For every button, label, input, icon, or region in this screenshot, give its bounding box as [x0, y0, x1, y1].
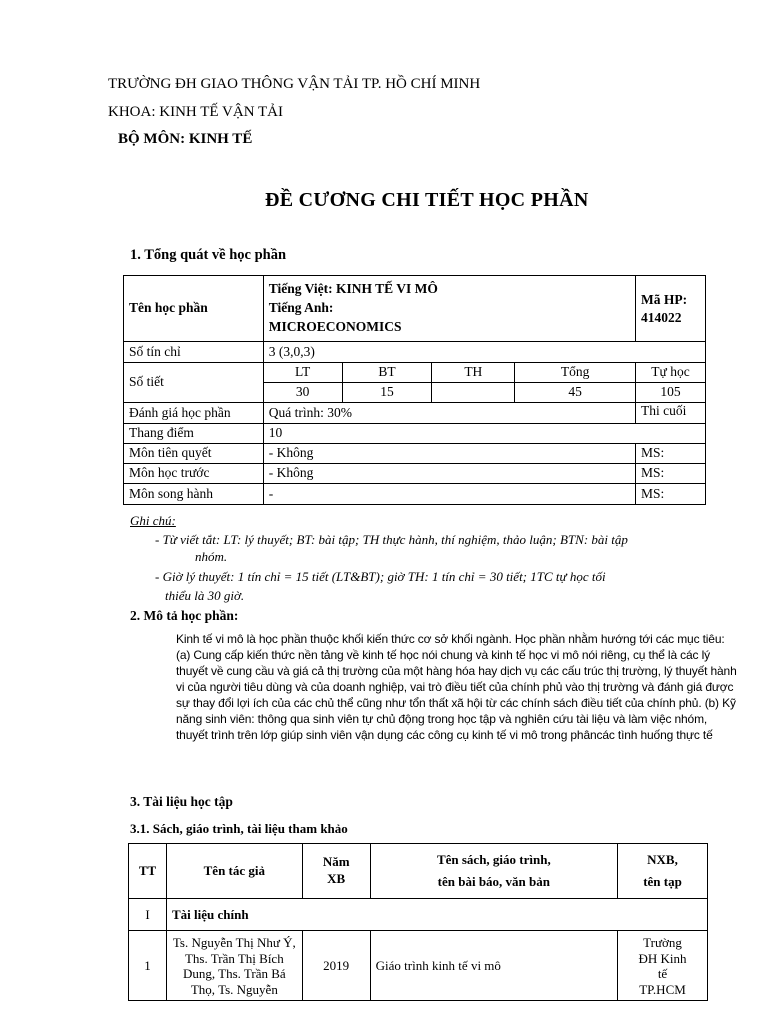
notes-line2b: thiểu là 30 giờ. [165, 588, 245, 603]
col-title-line1: Tên sách, giáo trình, [436, 851, 551, 867]
row1-author: Ts. Nguyễn Thị Như Ý, Ths. Trần Thị Bích Dung, Ths. Trần Bá Thọ, Ts. Nguyễn [172, 935, 296, 997]
course-name-cell [263, 276, 635, 342]
col-title-line2: tên bài báo, văn bản [437, 874, 550, 889]
course-name-label: Tên học phần [124, 276, 264, 342]
parallel-label: Môn song hành [124, 484, 264, 505]
col-year-line2: XB [327, 871, 346, 886]
credits-value: 3 (3,0,3) [263, 342, 705, 363]
period-value-bt: 15 [342, 383, 432, 403]
period-value-self: 105 [636, 383, 706, 403]
section3-subheading: 3.1. Sách, giáo trình, tài liệu tham khảo [130, 821, 348, 836]
notes-line1a: - Từ viết tắt: LT: lý thuyết; BT: bài tập; TH thực hành, thí nghiệm, thảo luận; BTN: bài tập [155, 532, 628, 547]
row1-author-cell [166, 931, 302, 1001]
prereq-ms: MS: [636, 444, 706, 464]
period-header-total: Tổng [515, 363, 636, 383]
assessment-label: Đánh giá học phần [124, 403, 264, 424]
course-en-label: Tiếng Anh: [268, 300, 334, 316]
parallel-value: - [263, 484, 635, 505]
period-header-bt: BT [342, 363, 432, 383]
col-year-line1: Năm [322, 854, 350, 870]
period-header-self: Tự học [636, 363, 706, 383]
periods-label: Số tiết [124, 363, 264, 403]
period-value-th [432, 383, 515, 403]
scale-value: 10 [263, 424, 705, 444]
row1-year: 2019 [302, 931, 370, 1001]
row1-title: Giáo trình kinh tế vi mô [370, 931, 617, 1001]
period-value-lt: 30 [263, 383, 342, 403]
group-label: Tài liệu chính [166, 899, 707, 931]
course-description: Kinh tế vi mô là học phần thuộc khối kiến thức cơ sở khối ngành. Học phần nhằm hướng tới các mục tiêu: (a) Cung cấp kiến thức nền tảng về kinh tế học nói chung và kinh tế học vi mô nói riêng, cụ thể là các lý thuyết về cung cầu và giá cả thị trường của một hàng hóa hay dịch vụ các cấu trúc thị trường, lý thuyết hành vi của người tiêu dùng và của doanh nghiệp, vai trò điều tiết của chính phủ vào thị trường và đánh giá được sự thay đổi lợi ích của các chủ thể cũng như tổn thất xã hội từ các chính sách điều tiết của chính phủ. (b) Kỹ năng sinh viên: thông qua sinh viên tự chủ động trong học tập và nghiên cứu tài liệu và làm việc nhóm, thuyết trình trên lớp giúp sinh viên vận dụng các công cụ kinh tế vi mô trong phâncác tình huống thực tế [176, 632, 737, 742]
prereq-label: Môn tiên quyết [124, 444, 264, 464]
prereq-value: - Không [263, 444, 635, 464]
group-number: I [129, 899, 167, 931]
row1-publisher-cell [618, 931, 708, 1001]
before-value: - Không [263, 464, 635, 484]
course-code-value: 414022 [641, 309, 682, 325]
col-pub-line2: tên tạp [643, 874, 682, 889]
period-value-total: 45 [515, 383, 636, 403]
col-publisher [618, 844, 708, 899]
references-table [128, 843, 708, 1001]
period-header-lt: LT [263, 363, 342, 383]
notes-line1b: nhóm. [195, 549, 228, 564]
course-vn-name: Tiếng Việt: KINH TẾ VI MÔ [268, 281, 438, 297]
faculty-name: KHOA: KINH TẾ VẬN TẢI [108, 104, 283, 120]
course-info-table [123, 275, 706, 505]
scale-label: Thang điểm [124, 424, 264, 444]
col-year [302, 844, 370, 899]
col-tt: TT [129, 844, 167, 899]
row1-tt: 1 [129, 931, 167, 1001]
notes-title: Ghi chú: [130, 513, 176, 528]
course-code-cell [636, 276, 706, 342]
section3-heading: 3. Tài liệu học tập [130, 794, 233, 809]
notes-line2a: - Giờ lý thuyết: 1 tín chỉ = 15 tiết (LT&BT); giờ TH: 1 tín chỉ = 30 tiết; 1TC tự học tối [155, 569, 606, 584]
before-label: Môn học trước [124, 464, 264, 484]
section2-heading: 2. Mô tả học phần: [130, 608, 239, 623]
row1-publisher: Trường ĐH Kinh tế TP.HCM [638, 935, 687, 997]
col-pub-line1: NXB, [647, 851, 678, 867]
course-en-name: MICROECONOMICS [268, 318, 402, 334]
department-name: BỘ MÔN: KINH TẾ [118, 131, 253, 147]
assessment-final: Thi cuối [641, 403, 687, 418]
period-header-th: TH [432, 363, 515, 383]
col-author: Tên tác giả [166, 844, 302, 899]
parallel-ms: MS: [636, 484, 706, 505]
section1-heading: 1. Tổng quát về học phần [130, 247, 287, 263]
before-ms: MS: [636, 464, 706, 484]
col-title [370, 844, 617, 899]
course-code-label: Mã HP: [641, 291, 688, 307]
assessment-final-cell [636, 403, 706, 424]
assessment-process: Quá trình: 30% [263, 403, 635, 424]
document-title: ĐỀ CƯƠNG CHI TIẾT HỌC PHẦN [265, 189, 589, 211]
credits-label: Số tín chỉ [124, 342, 264, 363]
university-name: TRƯỜNG ĐH GIAO THÔNG VẬN TẢI TP. HỒ CHÍ MINH [108, 76, 481, 92]
